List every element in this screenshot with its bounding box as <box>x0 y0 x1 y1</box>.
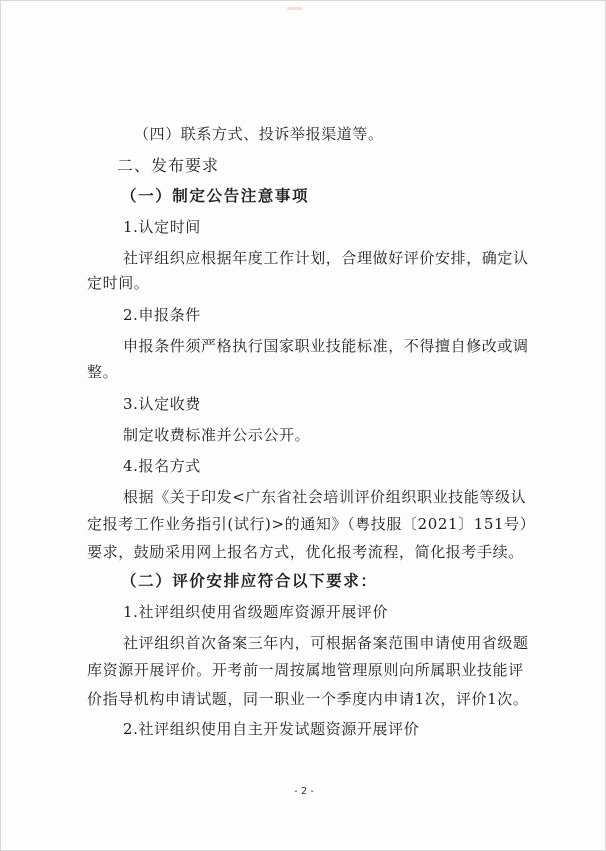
section-heading: 二、发布要求 <box>117 156 220 175</box>
paragraph-line: 要求，鼓励采用网上报名方式，优化报考流程，简化报考手续。 <box>87 543 524 561</box>
paragraph-line: 申报条件须严格执行国家职业技能标准，不得擅自修改或调 <box>123 337 529 355</box>
paragraph-line: 社评组织应根据年度工作计划，合理做好评价安排，确定认 <box>123 249 529 267</box>
page-number: - 2 - <box>294 786 314 797</box>
text-line: （四）联系方式、投诉举报渠道等。 <box>134 125 384 143</box>
item-heading: 1.社评组织使用省级题库资源开展评价 <box>123 603 389 621</box>
paragraph-line: 根据《关于印发<广东省社会培训评价组织职业技能等级认 <box>123 488 527 506</box>
paragraph-line: 定时间。 <box>87 274 150 292</box>
subsection-heading: （二）评价安排应符合以下要求： <box>121 571 378 590</box>
subsection-heading: （一）制定公告注意事项 <box>121 186 310 205</box>
item-heading: 3.认定收费 <box>123 395 201 413</box>
item-heading: 4.报名方式 <box>123 457 201 475</box>
item-heading: 2.社评组织使用自主开发试题资源开展评价 <box>123 720 420 738</box>
paragraph-line: 制定收费标准并公示公开。 <box>123 426 311 444</box>
paragraph-line: 整。 <box>87 363 119 381</box>
stamp-mark <box>287 7 303 10</box>
paragraph-line: 价指导机构申请试题，同一职业一个季度内申请1次，评价1次。 <box>87 690 529 708</box>
paragraph-line: 库资源开展评价。开考前一周按属地管理原则向所属职业技能评 <box>87 661 524 679</box>
paragraph-line: 社评组织首次备案三年内，可根据备案范围申请使用省级题 <box>123 634 529 652</box>
paragraph-line: 定报考工作业务指引(试行)>的通知》（粤技服〔2021〕151号） <box>87 515 536 533</box>
item-heading: 2.申报条件 <box>123 306 201 324</box>
item-heading: 1.认定时间 <box>123 218 201 236</box>
